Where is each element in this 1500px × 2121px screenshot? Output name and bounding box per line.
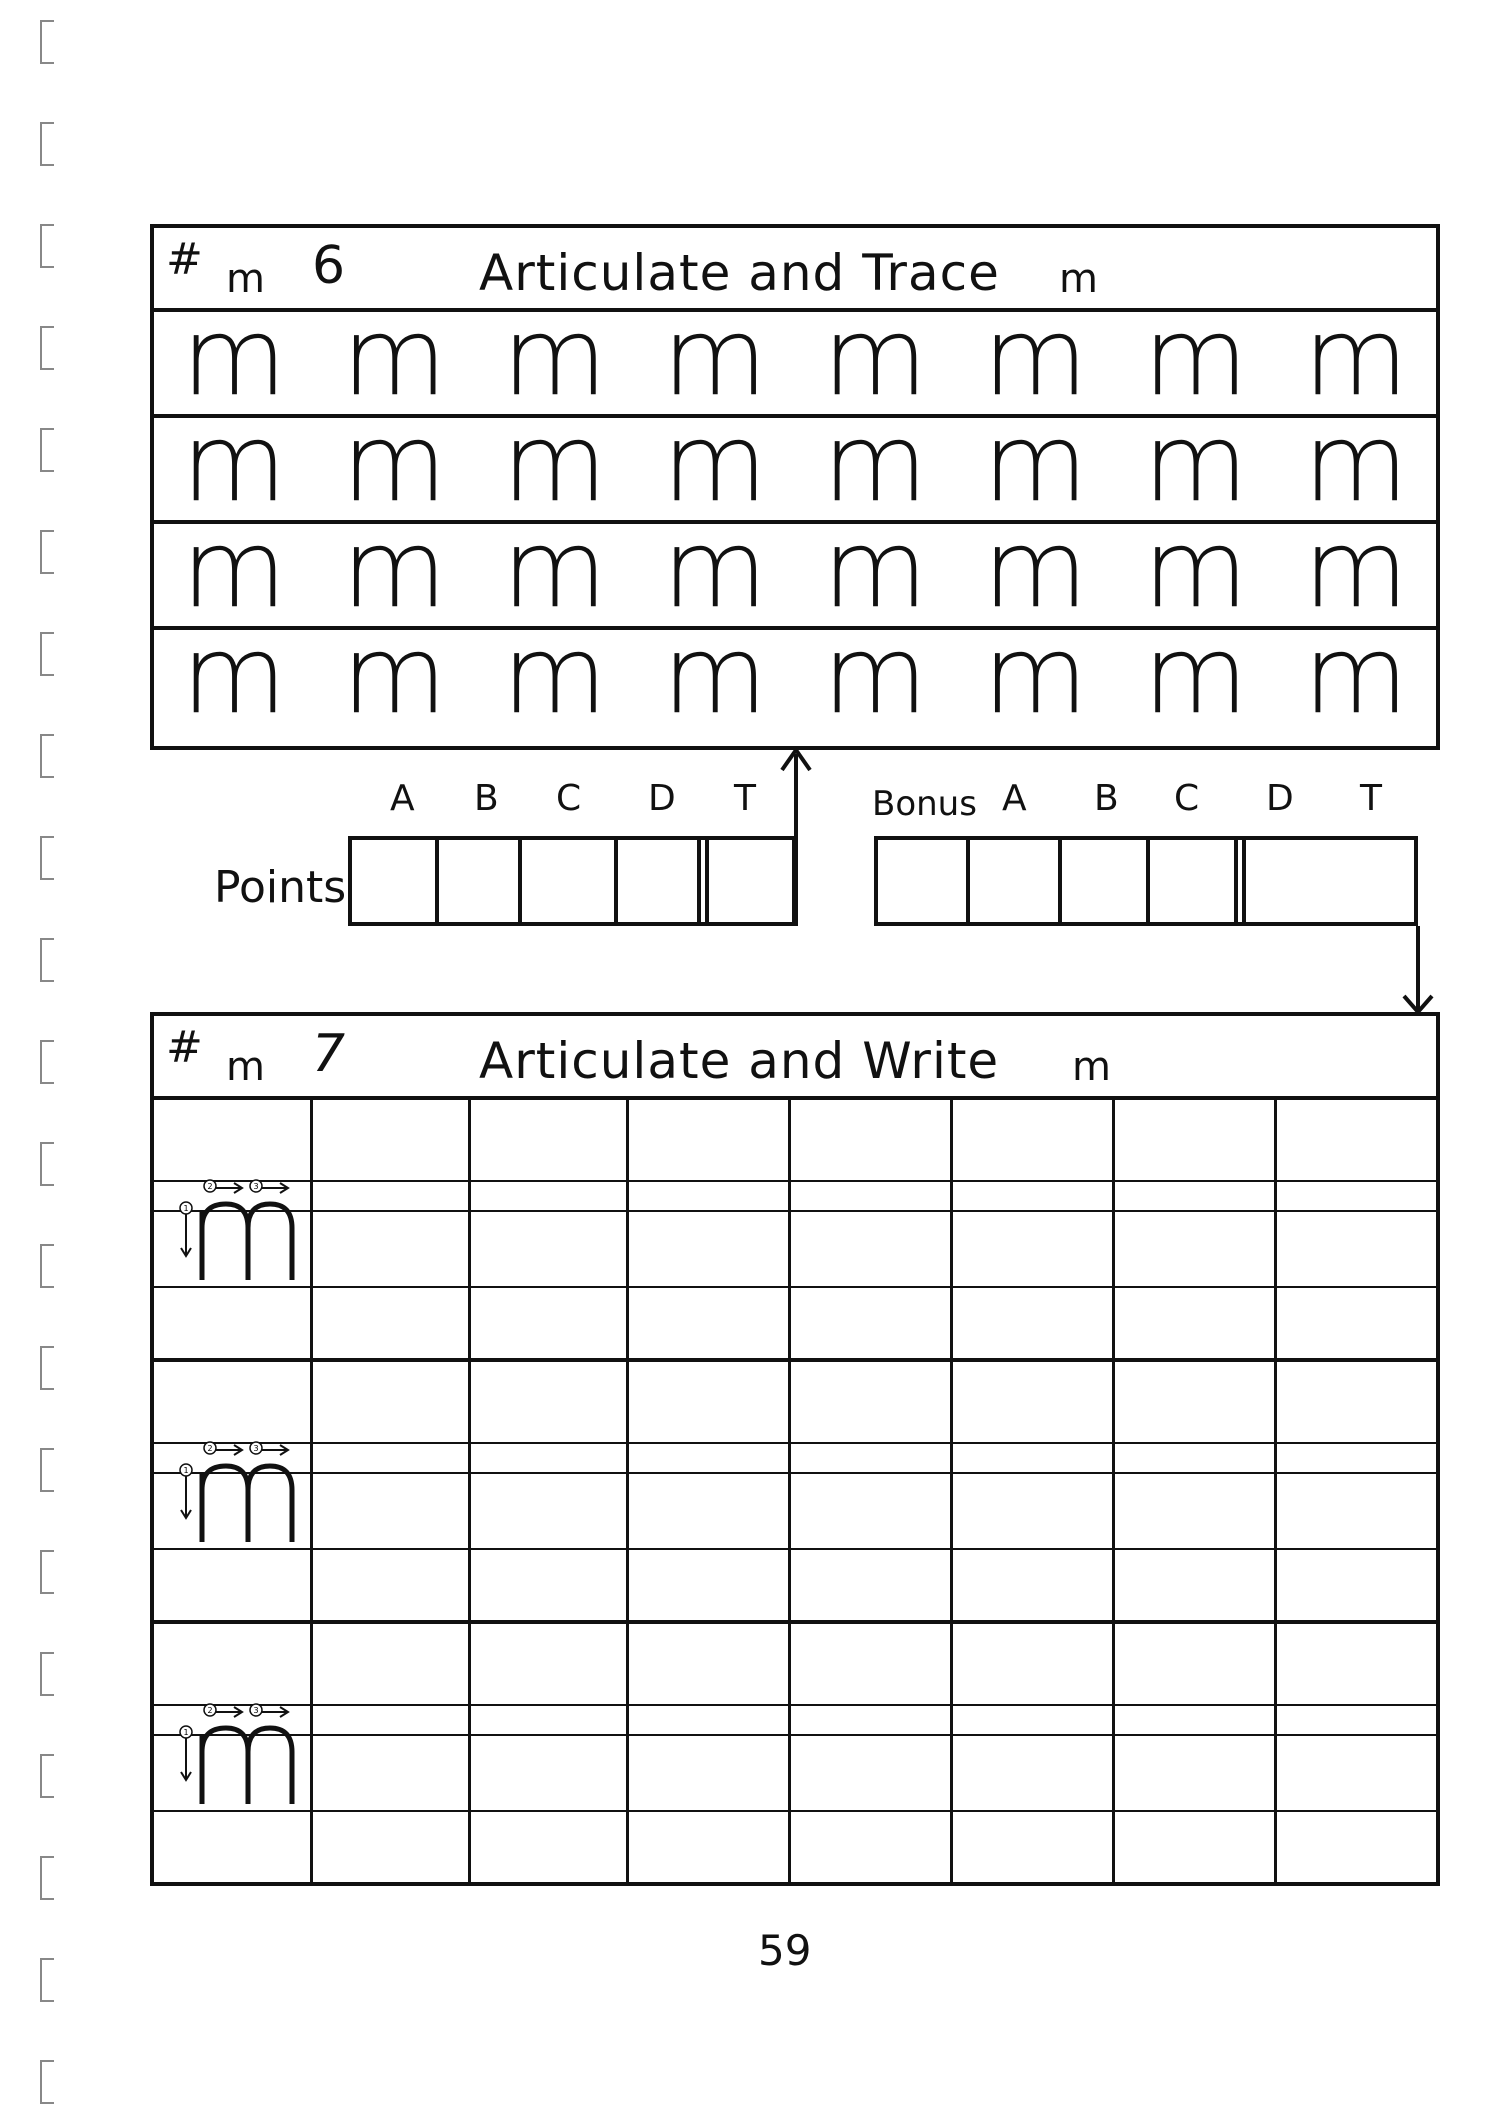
stroke-step-number: 2 [207,1182,213,1191]
trace-letter[interactable]: m [1303,613,1409,738]
trace-letter[interactable]: m [822,507,928,632]
bonus-col-b: B [1094,778,1119,819]
bonus-col-t: T [1360,778,1382,819]
write-section [150,1012,1440,1886]
trace-letter[interactable]: m [181,401,287,526]
trace-letter[interactable]: m [502,401,608,526]
points-col-c: C [556,778,582,819]
writing-guide-line [154,1704,1436,1706]
trace-letter[interactable]: m [662,401,768,526]
section-title-letter: m [1059,256,1098,302]
stroke-step-number: 1 [183,1728,189,1737]
stroke-step-number: 3 [253,1182,259,1191]
page-number: 59 [758,1926,812,1975]
trace-letter[interactable]: m [822,401,928,526]
writing-guide-line [154,1442,1436,1444]
writing-band [154,1100,1436,1362]
trace-letter[interactable]: m [341,613,447,738]
stroke-step-number: 3 [253,1444,259,1453]
writing-guide-line [154,1180,1436,1182]
writing-band [154,1362,1436,1624]
writing-grid-column-line [1112,1100,1115,1882]
writing-grid-column-line [788,1100,791,1882]
trace-letter[interactable]: m [662,295,768,420]
trace-letter[interactable]: m [1143,401,1249,526]
points-col-t: T [734,778,756,819]
trace-letter[interactable]: m [1143,295,1249,420]
trace-letter[interactable]: m [982,401,1088,526]
stroke-step-number: 2 [207,1706,213,1715]
bonus-col-c: C [1174,778,1200,819]
model-letter-m-icon [166,1694,306,1814]
writing-guide-line [154,1734,1436,1736]
trace-letter[interactable]: m [181,295,287,420]
section-title-letter: m [1072,1044,1111,1090]
model-letter-m-icon [166,1432,306,1552]
stroke-step-number: 2 [207,1444,213,1453]
writing-guide-line [154,1286,1436,1288]
trace-letter[interactable]: m [822,295,928,420]
section-number: 6 [312,236,346,296]
section-number: 7 [312,1024,346,1084]
trace-letter[interactable]: m [502,295,608,420]
writing-grid-column-line [626,1100,629,1882]
trace-letter[interactable]: m [1143,507,1249,632]
trace-letter[interactable]: m [982,613,1088,738]
writing-guide-line [154,1810,1436,1812]
writing-guide-line [154,1548,1436,1550]
section-hash: # [166,234,203,285]
trace-letter[interactable]: m [1303,401,1409,526]
trace-letter[interactable]: m [822,613,928,738]
trace-letter[interactable]: m [341,401,447,526]
writing-guide-line [154,1210,1436,1212]
section-hash: # [166,1022,203,1073]
writing-grid-column-line [468,1100,471,1882]
model-letter-m-icon [166,1170,306,1290]
stroke-step-number: 1 [183,1466,189,1475]
section-letter: m [226,1044,265,1090]
writing-grid [154,1100,1436,1882]
trace-letter[interactable]: m [502,613,608,738]
trace-letter[interactable]: m [662,507,768,632]
trace-letter[interactable]: m [982,295,1088,420]
bonus-col-d: D [1266,778,1294,819]
trace-letter[interactable]: m [1303,295,1409,420]
points-col-d: D [648,778,676,819]
trace-letter[interactable]: m [341,295,447,420]
trace-letter[interactable]: m [982,507,1088,632]
stroke-step-number: 1 [183,1204,189,1213]
trace-letter[interactable]: m [662,613,768,738]
bonus-label: Bonus [872,784,977,824]
bonus-col-a: A [1002,778,1027,819]
section-title: Articulate and Trace [479,244,1000,302]
writing-guide-line [154,1472,1436,1474]
points-col-a: A [390,778,415,819]
writing-band [154,1624,1436,1886]
trace-letter[interactable]: m [1303,507,1409,632]
trace-letter[interactable]: m [181,613,287,738]
writing-grid-column-line [950,1100,953,1882]
arrow-up-icon [782,750,810,926]
trace-letter[interactable]: m [341,507,447,632]
trace-letter[interactable]: m [181,507,287,632]
points-label: Points [214,862,347,913]
trace-letter[interactable]: m [502,507,608,632]
section-title: Articulate and Write [479,1032,1000,1090]
points-col-b: B [474,778,499,819]
writing-grid-column-line [310,1100,313,1882]
section-letter: m [226,256,265,302]
write-section-header [154,1016,1436,1100]
arrow-down-icon [1404,926,1432,1012]
trace-letter[interactable]: m [1143,613,1249,738]
stroke-step-number: 3 [253,1706,259,1715]
writing-grid-column-line [1274,1100,1277,1882]
